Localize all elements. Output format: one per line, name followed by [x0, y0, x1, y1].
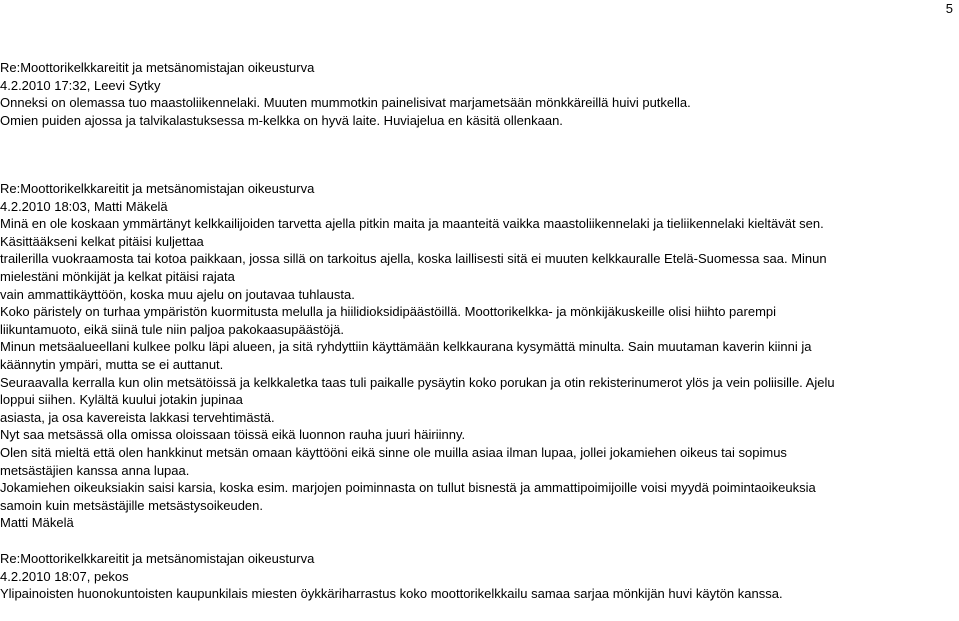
- post-meta: 4.2.2010 18:07, pekos: [0, 568, 129, 584]
- post-line: Onneksi on olemassa tuo maastoliikennelaki. Muuten mummotkin painelisivat marjametsään mönkkäreillä huivi putkella.: [0, 95, 691, 111]
- post-signature: Matti Mäkelä: [0, 515, 74, 531]
- post-line: samoin kuin metsästäjille metsästysoikeuden.: [0, 497, 264, 513]
- post-subject: Re:Moottorikelkkareitit ja metsänomistajan oikeusturva: [0, 60, 315, 75]
- post-line: Olen sitä mieltä että olen hankkinut metsän omaan käyttööni eikä sinne ole muilla asiaa ilman lupaa, jollei jokamiehen oikeus tai sopimus: [0, 444, 787, 460]
- post-line: Jokamiehen oikeuksiakin saisi karsia, koska esim. marjojen poiminnasta on tullut bisnestä ja ammattipoimijoille voisi myydä poimintaoikeuksia: [0, 480, 816, 496]
- post-line: trailerilla vuokraamosta tai kotoa paikkaan, jossa sillä on tarkoitus ajella, koska laillisesti sitä ei muuten kelkkauralle Etelä-Suomessa saa. Minun: [0, 251, 827, 267]
- post-line: mielestäni mönkijät ja kelkat pitäisi rajata: [0, 268, 235, 284]
- post-line: Ylipainoisten huonokuntoisten kaupunkilais miesten öykkäriharrastus koko moottorikelkkailu samaa sarjaa mönkijän huvi käytön kanssa.: [0, 586, 783, 602]
- post-subject: Re:Moottorikelkkareitit ja metsänomistajan oikeusturva: [0, 551, 315, 566]
- post-line: liikuntamuoto, eikä siinä tule niin paljoa pakokaasupäästöjä.: [0, 321, 344, 337]
- post-line: vain ammattikäyttöön, koska muu ajelu on joutavaa tuhlausta.: [0, 286, 355, 302]
- post-line: Koko päristely on turhaa ympäristön kuormitusta melulla ja hiilidioksidipäästöillä. Moottorikelkka- ja mönkijäkuskeille olisi hiihto parempi: [0, 304, 777, 320]
- post-line: käännytin ympäri, mutta se ei auttanut.: [0, 356, 224, 372]
- post-line: asiasta, ja osa kavereista lakkasi tervehtimästä.: [0, 409, 275, 425]
- post-line: Minun metsäalueellani kulkee polku läpi alueen, ja sitä ryhdyttiin käyttämään kelkkaurana kysymättä minulta. Sain muutaman kaverin kiinni ja: [0, 339, 812, 355]
- forum-post: [0, 59, 951, 129]
- forum-post: [0, 180, 951, 532]
- post-line: Minä en ole koskaan ymmärtänyt kelkkailijoiden tarvetta ajella pitkin maita ja maanteitä vaikka maastoliikennelaki ja tieliikennelaki kieltävät sen.: [0, 216, 824, 232]
- post-line: Seuraavalla kerralla kun olin metsätöissä ja kelkkaletka taas tuli paikalle pysäytin koko porukan ja otin rekisterinumerot ylös ja vein poliisille. Ajelu: [0, 374, 835, 390]
- page-number: 5: [945, 1, 953, 16]
- post-line: loppui siihen. Kylältä kuului jotakin jupinaa: [0, 392, 243, 408]
- post-meta: 4.2.2010 17:32, Leevi Sytky: [0, 77, 161, 93]
- post-line: Omien puiden ajossa ja talvikalastuksessa m-kelkka on hyvä laite. Huviajelua en käsitä ollenkaan.: [0, 112, 563, 128]
- forum-post: [0, 550, 951, 603]
- post-line: Nyt saa metsässä olla omissa oloissaan töissä eikä luonnon rauha juuri häiriinny.: [0, 427, 466, 443]
- post-meta: 4.2.2010 18:03, Matti Mäkelä: [0, 198, 168, 214]
- post-line: Käsittääkseni kelkat pitäisi kuljettaa: [0, 233, 204, 249]
- post-subject: Re:Moottorikelkkareitit ja metsänomistajan oikeusturva: [0, 181, 315, 196]
- post-line: metsästäjien kanssa anna lupaa.: [0, 462, 190, 478]
